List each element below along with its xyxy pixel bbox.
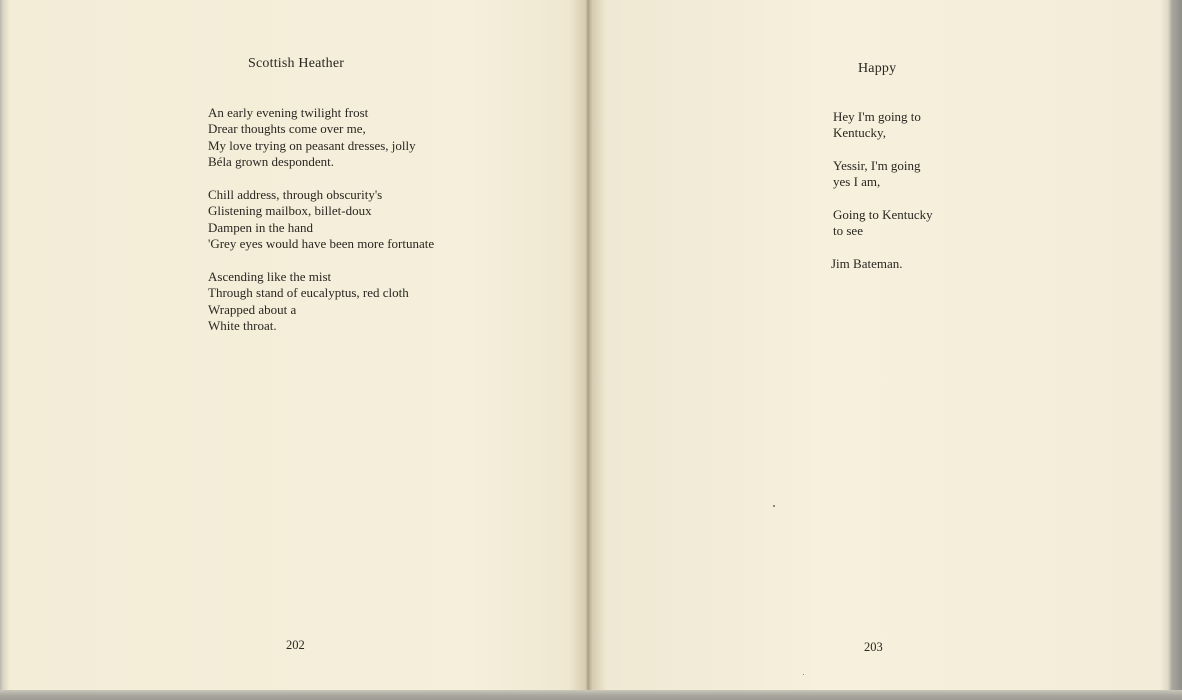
poem-line: 'Grey eyes would have been more fortunate	[208, 235, 435, 251]
right-page	[590, 0, 1170, 690]
poem-line: to see	[833, 223, 863, 239]
poem-line: Béla grown despondent.	[208, 153, 335, 169]
poem-line: Dampen in the hand	[208, 219, 314, 235]
book-cover-edge	[0, 690, 1182, 700]
paper-speck	[773, 505, 775, 507]
stanza-3-right	[833, 207, 933, 240]
page-number-right: 203	[864, 640, 883, 654]
poem-line: My love trying on peasant dresses, jolly	[208, 137, 416, 153]
paper-speck	[803, 674, 804, 675]
stanza-1-right	[833, 109, 921, 142]
poem-line: Yessir, I'm going	[833, 158, 921, 173]
page-number-left: 202	[286, 638, 305, 652]
poem-line: Going to Kentucky	[833, 207, 933, 222]
poem-line: Through stand of eucalyptus, red cloth	[208, 285, 409, 301]
stanza-2-left	[208, 187, 448, 252]
stanza-1-left	[208, 105, 416, 170]
poem-line: yes I am,	[833, 174, 881, 190]
poem-line: Chill address, through obscurity's	[208, 187, 383, 202]
poem-line: An early evening twilight frost	[208, 105, 369, 120]
poem-line: Drear thoughts come over me,	[208, 121, 366, 137]
poem-line: Jim Bateman.	[831, 256, 903, 271]
poem-line: Ascending like the mist	[208, 269, 332, 284]
left-page	[0, 0, 588, 690]
poem-line: Kentucky,	[833, 125, 886, 141]
poem-title-right: Happy	[858, 61, 897, 76]
poem-line: Hey I'm going to	[833, 109, 921, 124]
poem-line: Glistening mailbox, billet-doux	[208, 203, 372, 219]
stanza-4-right	[831, 256, 903, 272]
poem-line: Wrapped about a	[208, 301, 297, 317]
poem-title-left: Scottish Heather	[248, 56, 345, 71]
stanza-3-left	[208, 269, 409, 334]
stanza-2-right	[833, 158, 921, 191]
poem-line: White throat.	[208, 317, 277, 333]
